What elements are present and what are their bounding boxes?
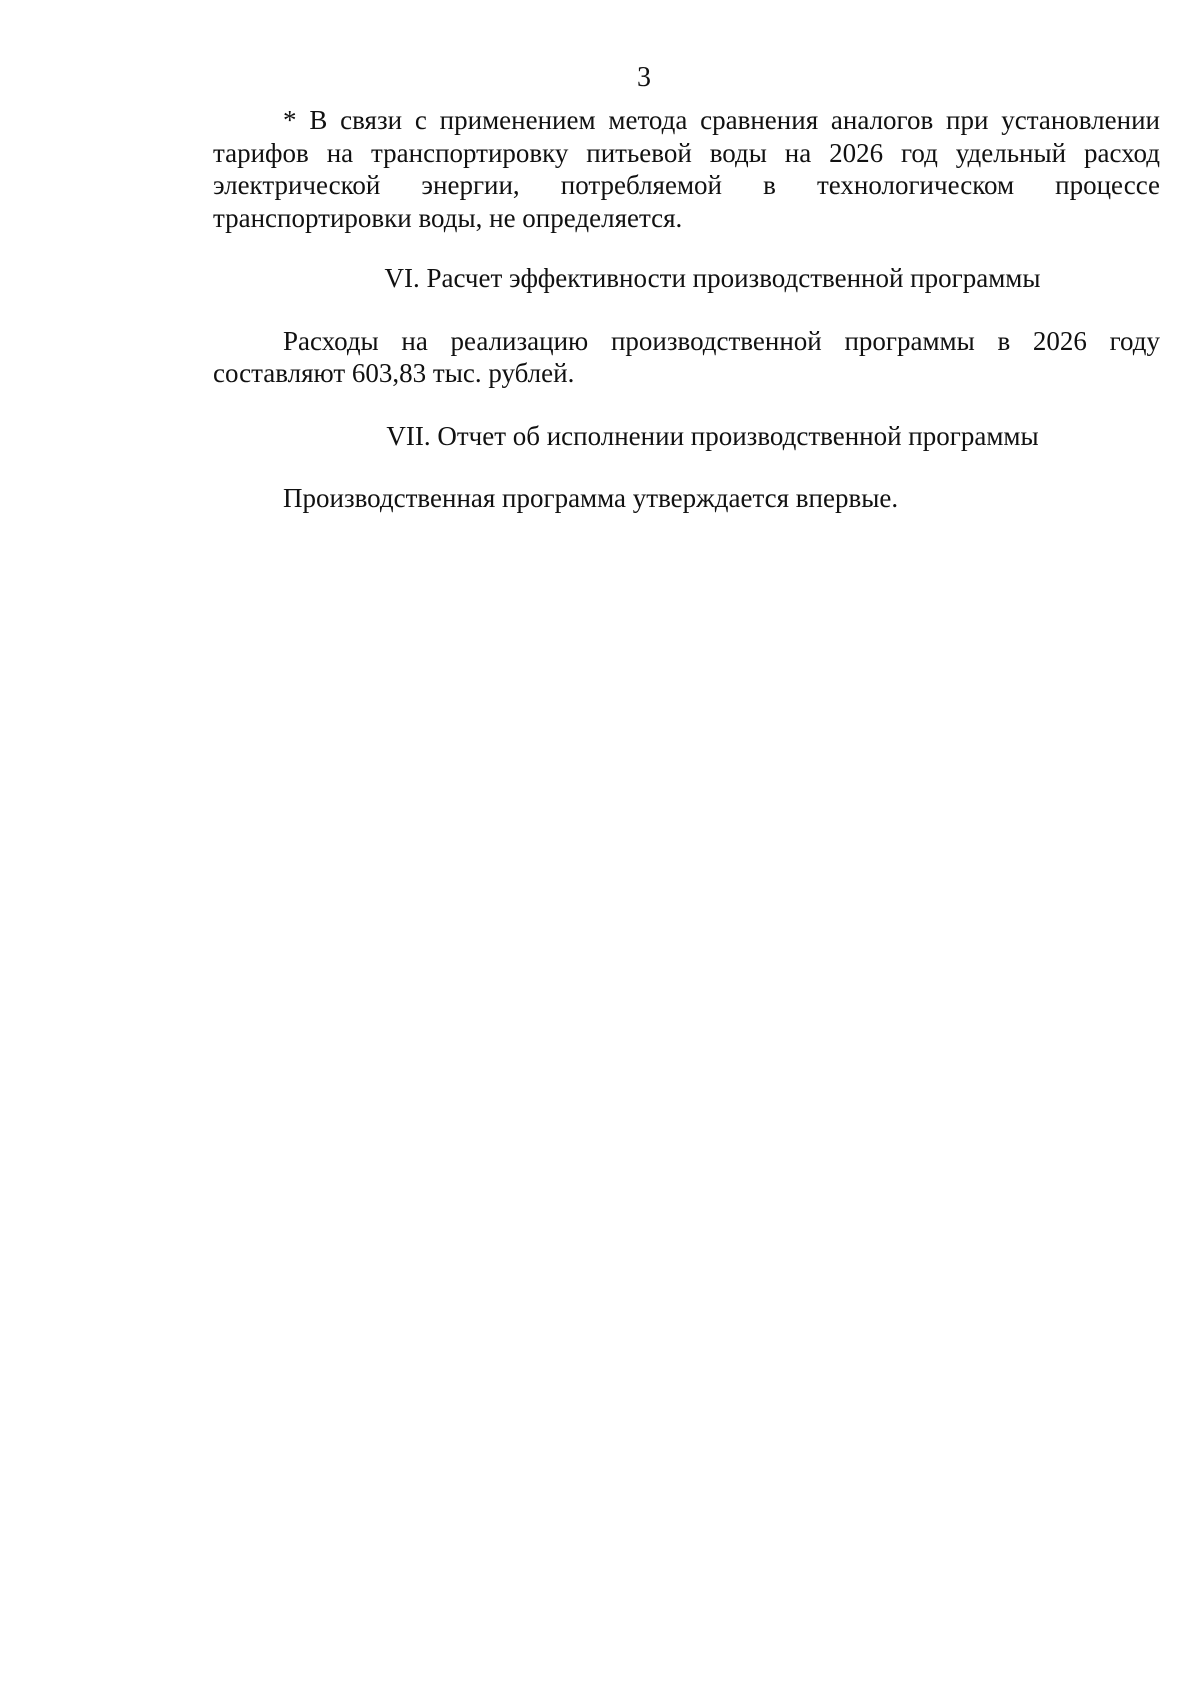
page-content [213,104,1160,515]
footnote-paragraph: * В связи с применением метода сравнения аналогов при установлении тарифов на транспортировку питьевой воды на 2026 год удельный расход электрической энергии, потребляемой в технологическом процессе транспортировки воды, не определяется. [213,105,1160,233]
page-number: 3 [637,62,651,93]
section-6-heading: VI. Расчет эффективности производственной программы [384,263,1041,293]
section-7-heading: VII. Отчет об исполнении производственной программы [386,420,1039,451]
section-6-paragraph: Расходы на реализацию производственной программы в 2026 году составляют 603,83 тыс. рублей. [213,325,1160,388]
section-7-paragraph: Производственная программа утверждается впервые. [283,483,899,513]
